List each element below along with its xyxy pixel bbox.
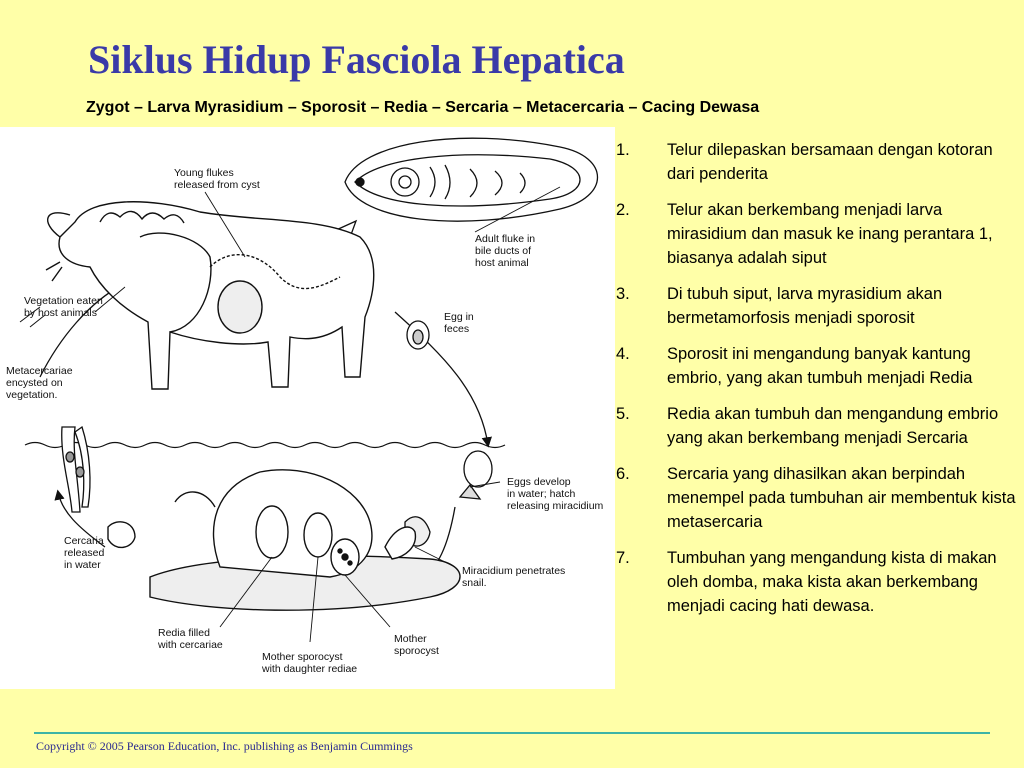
step-text: Sporosit ini mengandung banyak kantung embrio, yang akan tumbuh menjadi Redia (667, 345, 973, 387)
life-cycle-diagram (0, 127, 615, 689)
step-item (616, 462, 1016, 534)
step-text: Di tubuh siput, larva myrasidium akan bermetamorfosis menjadi sporosit (667, 285, 943, 327)
egg-drawing (407, 321, 429, 349)
life-cycle-illustration (0, 127, 615, 689)
adult-fluke-drawing (345, 138, 598, 221)
step-text: Telur akan berkembang menjadi larva mirasidium dan masuk ke inang perantara 1, biasanya adalah siput (667, 201, 993, 267)
page-title: Siklus Hidup Fasciola Hepatica (88, 37, 625, 82)
step-text: Redia akan tumbuh dan mengandung embrio yang akan berkembang menjadi Sercaria (667, 405, 999, 447)
step-text: Telur dilepaskan bersamaan dengan kotoran dari penderita (667, 141, 993, 183)
label-adult-fluke: Adult fluke in bile ducts of host animal (475, 233, 536, 269)
page-subtitle: Zygot – Larva Myrasidium – Sporosit – Redia – Sercaria – Metacercaria – Cacing Dewasa (86, 99, 760, 116)
label-redia: Redia filled with cercariae (158, 627, 223, 651)
label-eggs-develop: Eggs develop in water; hatch releasing miracidium (507, 476, 604, 512)
step-number: 7. (616, 549, 630, 567)
label-mother-sporocyst: Mother sporocyst (394, 633, 439, 657)
step-item (616, 402, 1016, 450)
step-item (616, 282, 1016, 330)
label-young-flukes: Young flukes released from cyst (174, 167, 260, 191)
step-number: 4. (616, 345, 630, 363)
miracidium-drawing (405, 451, 492, 546)
label-egg-in-feces: Egg in feces (444, 311, 474, 335)
water-line (25, 443, 505, 448)
label-mother-sporocyst-daughter: Mother sporocyst with daughter rediae (262, 651, 358, 675)
step-number: 6. (616, 465, 630, 483)
footer-divider (34, 732, 990, 734)
step-text: Tumbuhan yang mengandung kista di makan oleh domba, maka kista akan berkembang menjadi cacing hati dewasa. (667, 549, 997, 615)
step-text: Sercaria yang dihasilkan akan berpindah menempel pada tumbuhan air membentuk kista metasercaria (667, 465, 1016, 531)
label-miracidium: Miracidium penetrates snail. (462, 565, 566, 589)
step-item (616, 546, 1016, 618)
snail-drawing (108, 470, 460, 610)
step-number: 3. (616, 285, 630, 303)
label-metacercariae: Metacercariae encysted on vegetation. (6, 365, 73, 401)
steps-list (616, 138, 1016, 630)
vegetation-drawing (62, 427, 90, 512)
step-number: 1. (616, 141, 630, 159)
step-item (616, 342, 1016, 390)
step-item (616, 198, 1016, 270)
label-vegetation-eaten: Vegetation eaten by host animals (24, 295, 103, 319)
step-number: 2. (616, 201, 630, 219)
step-item (616, 138, 1016, 186)
copyright-footer: Copyright © 2005 Pearson Education, Inc. publishing as Benjamin Cummings (36, 739, 413, 753)
label-cercaria: Cercaria released in water (64, 535, 105, 571)
step-number: 5. (616, 405, 630, 423)
